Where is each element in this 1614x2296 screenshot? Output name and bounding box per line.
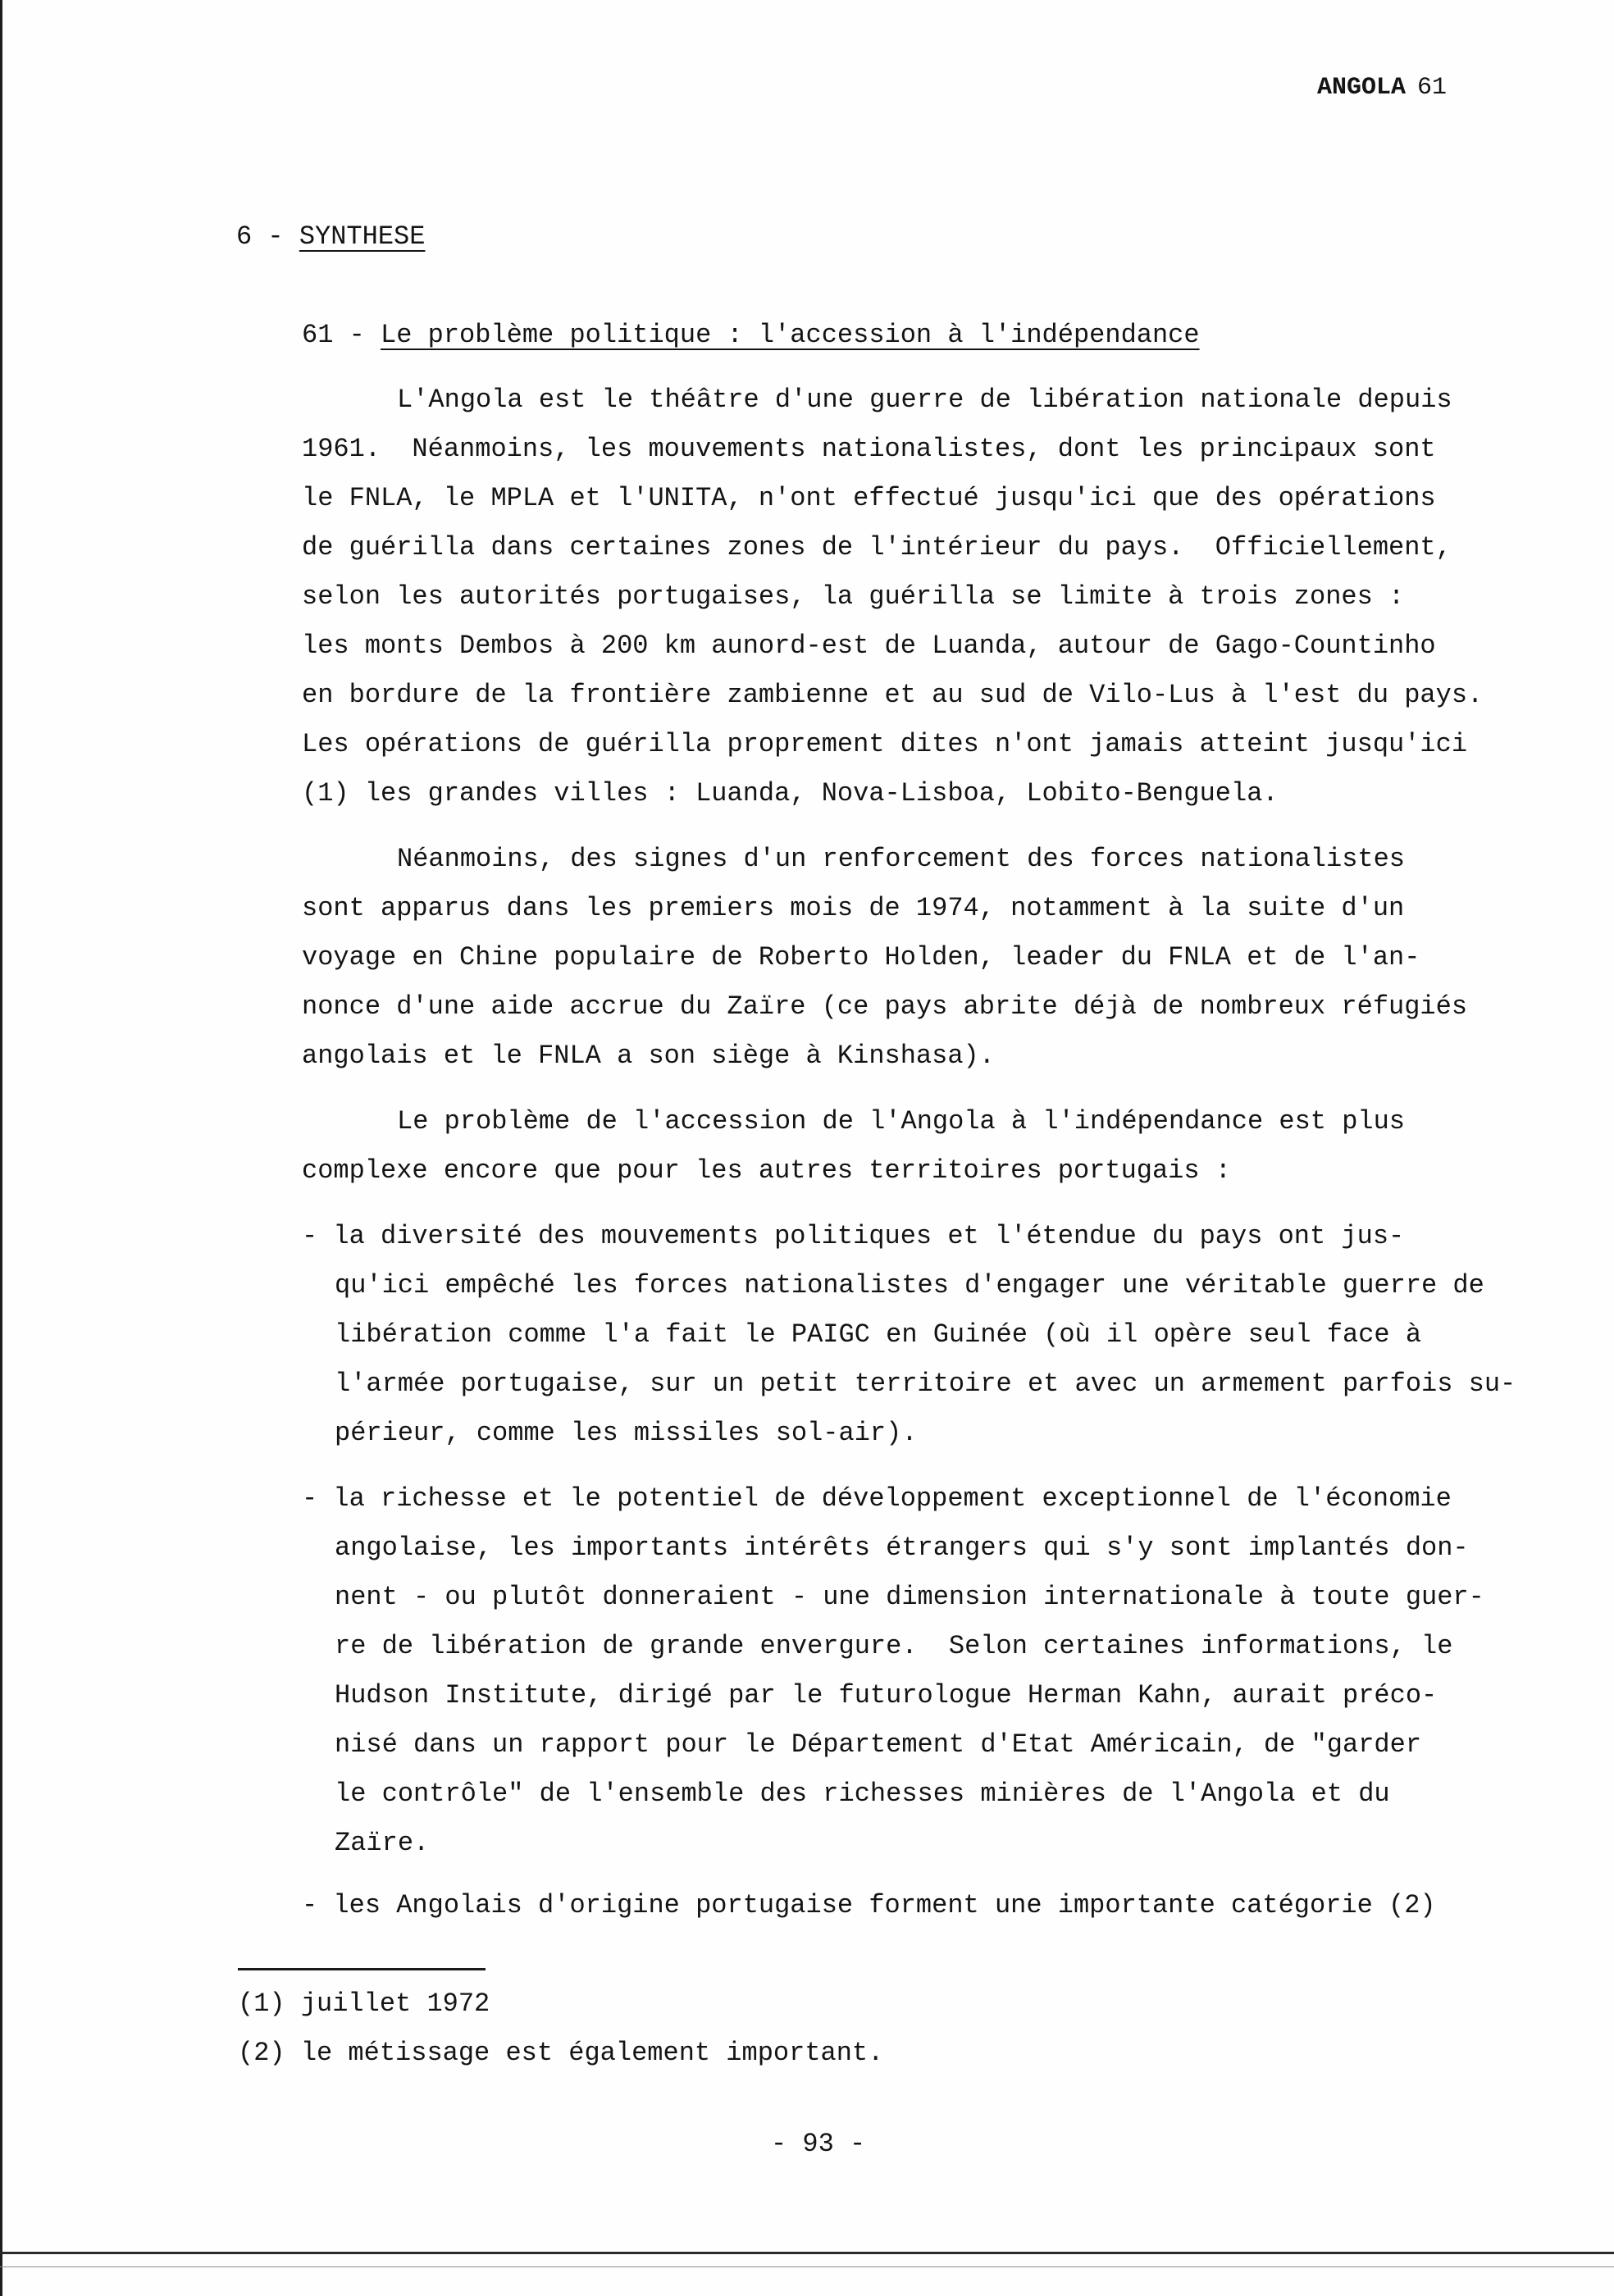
footnote-separator <box>238 1968 486 1970</box>
section-number: 6 - <box>236 221 284 252</box>
text-line: re de libération de grande envergure. Selon certaines informations, le <box>335 1631 1453 1661</box>
text-line: le FNLA, le MPLA et l'UNITA, n'ont effectué jusqu'ici que des opérations <box>302 483 1436 513</box>
text-line: nonce d'une aide accrue du Zaïre (ce pays abrite déjà de nombreux réfugiés <box>302 991 1468 1022</box>
scan-edge-bottom <box>0 2252 1614 2254</box>
running-header-page: 61 <box>1417 74 1448 102</box>
text-line: de guérilla dans certaines zones de l'intérieur du pays. Officiellement, <box>302 532 1452 563</box>
text-line: L'Angola est le théâtre d'une guerre de libération nationale depuis <box>397 385 1452 415</box>
running-header <box>1317 74 1447 102</box>
text-line: complexe encore que pour les autres territoires portugais : <box>302 1155 1231 1186</box>
text-line: (1) les grandes villes : Luanda, Nova-Lisboa, Lobito-Benguela. <box>302 778 1279 809</box>
text-line: - la richesse et le potentiel de développement exceptionnel de l'économie <box>302 1483 1452 1514</box>
text-line: Hudson Institute, dirigé par le futurologue Herman Kahn, aurait préco- <box>335 1680 1438 1711</box>
scan-edge-left <box>0 0 2 2296</box>
text-line: en bordure de la frontière zambienne et au sud de Vilo-Lus à l'est du pays. <box>302 680 1484 710</box>
text-line: sont apparus dans les premiers mois de 1974, notamment à la suite d'un <box>302 893 1405 923</box>
running-header-title: ANGOLA <box>1317 74 1407 102</box>
text-line: Néanmoins, des signes d'un renforcement des forces nationalistes <box>397 844 1405 874</box>
text-line: nent - ou plutôt donneraient - une dimension internationale à toute guer- <box>335 1582 1484 1612</box>
section-heading <box>236 221 425 252</box>
page-number: - 93 - <box>771 2129 866 2159</box>
subsection-number: 61 - <box>302 320 365 350</box>
footnote-2: (2) le métissage est également important. <box>238 2038 884 2068</box>
text-line: qu'ici empêché les forces nationalistes d'engager une véritable guerre de <box>335 1270 1484 1301</box>
text-line: Les opérations de guérilla proprement dites n'ont jamais atteint jusqu'ici <box>302 729 1468 759</box>
scan-edge-bottom-faint <box>0 2266 1614 2267</box>
text-line: le contrôle" de l'ensemble des richesses minières de l'Angola et du <box>335 1779 1390 1809</box>
text-line: Zaïre. <box>335 1828 430 1858</box>
text-line: libération comme l'a fait le PAIGC en Guinée (où il opère seul face à <box>335 1319 1422 1350</box>
text-line: 1961. Néanmoins, les mouvements nationalistes, dont les principaux sont <box>302 434 1436 464</box>
text-line: l'armée portugaise, sur un petit territoire et avec un armement parfois su- <box>335 1369 1516 1399</box>
text-line: périeur, comme les missiles sol-air). <box>335 1418 918 1448</box>
footnote-1: (1) juillet 1972 <box>238 1988 490 2019</box>
text-line: les monts Dembos à 200 km aunord-est de Luanda, autour de Gago-Countinho <box>302 631 1436 661</box>
text-line: angolais et le FNLA a son siège à Kinshasa). <box>302 1041 995 1071</box>
text-line: - la diversité des mouvements politiques et l'étendue du pays ont jus- <box>302 1221 1405 1251</box>
text-line: Le problème de l'accession de l'Angola à l'indépendance est plus <box>397 1106 1405 1137</box>
text-line: angolaise, les importants intérêts étrangers qui s'y sont implantés don- <box>335 1533 1469 1563</box>
text-line: nisé dans un rapport pour le Département d'Etat Américain, de "garder <box>335 1729 1422 1760</box>
text-line: - les Angolais d'origine portugaise forment une importante catégorie (2) <box>302 1890 1436 1920</box>
section-title: SYNTHESE <box>299 221 426 252</box>
text-line: selon les autorités portugaises, la guérilla se limite à trois zones : <box>302 581 1405 612</box>
subsection-title: Le problème politique : l'accession à l'indépendance <box>381 320 1200 350</box>
text-line: voyage en Chine populaire de Roberto Holden, leader du FNLA et de l'an- <box>302 942 1420 973</box>
subsection-heading <box>302 320 1200 350</box>
